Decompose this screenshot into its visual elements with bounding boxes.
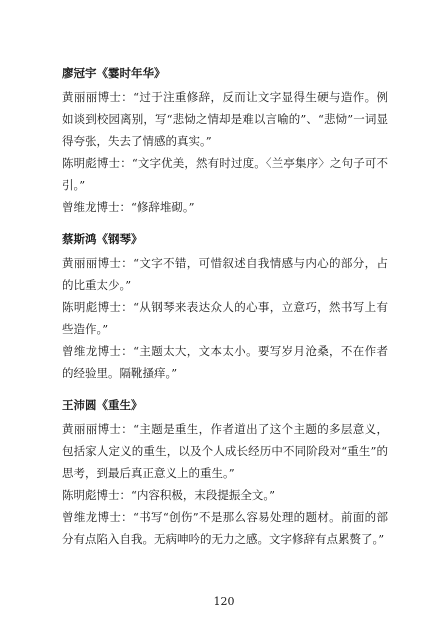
review-section — [62, 396, 388, 550]
review-heading: 王沛圆《重生》 — [62, 398, 143, 412]
review-comment: 黄丽丽博士：“文字不错，可惜叙述自我情感与内心的部分，占的比重太少。” — [62, 256, 388, 292]
page-number: 120 — [213, 595, 235, 608]
page-content — [62, 64, 388, 562]
review-comment: 黄丽丽博士：“主题是重生，作者道出了这个主题的多层意义，包括家人定义的重生，以及个人成长经历中不同阶段对“重生”的思考，到最后真正意义上的重生。” — [62, 422, 388, 480]
review-section — [62, 64, 388, 218]
review-comment: 曾维龙博士：“修辞堆砌。” — [62, 200, 195, 214]
review-comment: 陈明彪博士：“内容积极，末段提振全文。” — [62, 488, 276, 502]
review-section — [62, 230, 388, 384]
review-comment: 陈明彪博士：“文字优美，然有时过度。〈兰亭集序〉之句子可不引。” — [62, 156, 388, 192]
review-comment: 曾维龙博士：“主题太大，文本太小。要写岁月沧桑，不在作者的经验里。隔靴搔痒。” — [62, 344, 388, 380]
review-comment: 黄丽丽博士：“过于注重修辞，反而让文字显得生硬与造作。例如谈到校园离别，写“悲恸之情却是难以言喻的”、“悲恸”一词显得夸张，失去了情感的真实。” — [62, 90, 388, 148]
review-heading: 廖冠宇《霎时年华》 — [62, 66, 166, 80]
review-comment: 陈明彪博士：“从钢琴来表达众人的心事，立意巧，然书写上有些造作。” — [62, 300, 388, 336]
review-heading: 蔡斯鸿《钢琴》 — [62, 232, 143, 246]
review-comment: 曾维龙博士：“书写“创伤”不是那么容易处理的题材。前面的部分有点陷入自我。无病呻吟的无力之感。文字修辞有点累赘了。” — [62, 510, 388, 546]
